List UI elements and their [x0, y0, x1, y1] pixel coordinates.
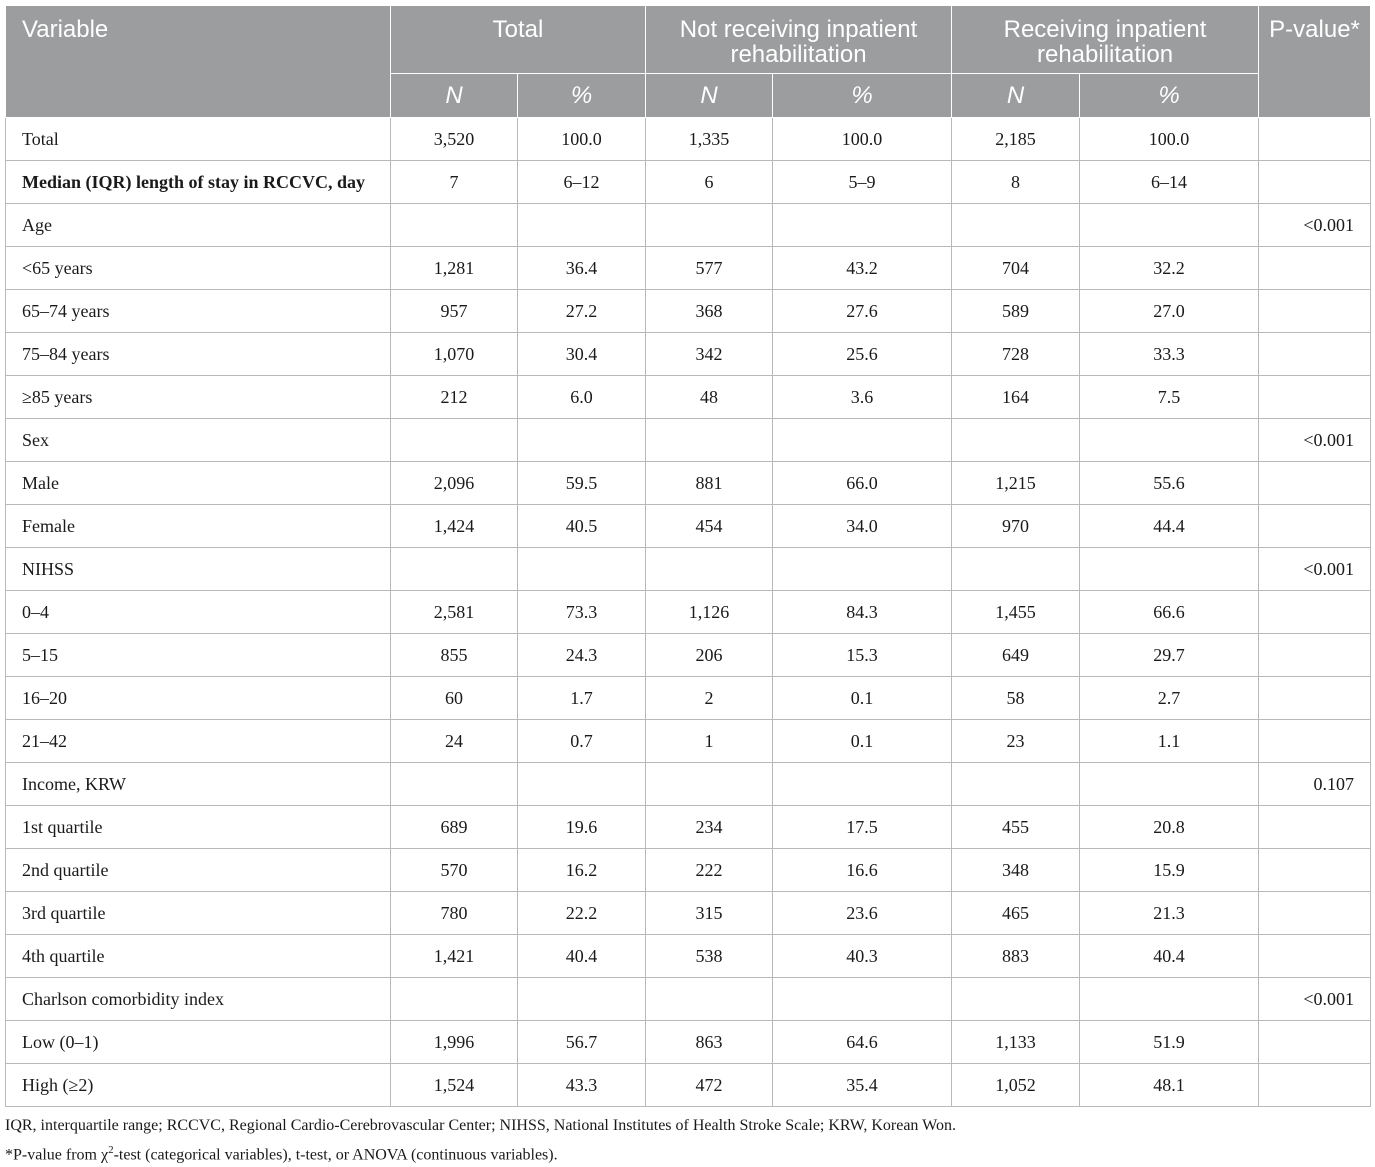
cell-receiving-n	[952, 548, 1080, 591]
cell-not-receiving-n: 315	[646, 892, 773, 935]
cell-receiving-n: 704	[952, 247, 1080, 290]
cell-not-receiving-n: 881	[646, 462, 773, 505]
cell-not-receiving-n	[646, 204, 773, 247]
cell-total-n: 1,070	[391, 333, 518, 376]
row-label: 16–20	[6, 677, 391, 720]
cell-not-receiving-pct: 43.2	[773, 247, 952, 290]
row-label: 4th quartile	[6, 935, 391, 978]
cell-not-receiving-pct: 64.6	[773, 1021, 952, 1064]
table-row	[6, 376, 1371, 419]
header-total-n: N	[391, 74, 518, 118]
cell-pvalue	[1259, 806, 1371, 849]
cell-pvalue	[1259, 247, 1371, 290]
table-container	[5, 5, 1370, 1167]
header-variable: Variable	[6, 6, 391, 118]
footnote-pvalue-text-a: P-value from χ	[13, 1146, 109, 1164]
cell-pvalue	[1259, 1021, 1371, 1064]
data-table	[5, 5, 1371, 1107]
header-receiving-pct: %	[1080, 74, 1259, 118]
footnote-pvalue-mark: *	[5, 1146, 13, 1164]
cell-not-receiving-pct	[773, 978, 952, 1021]
cell-total-pct: 16.2	[518, 849, 646, 892]
cell-receiving-pct: 1.1	[1080, 720, 1259, 763]
table-row	[6, 978, 1371, 1021]
cell-pvalue	[1259, 1064, 1371, 1107]
cell-receiving-n: 2,185	[952, 118, 1080, 161]
cell-not-receiving-n: 2	[646, 677, 773, 720]
table-row	[6, 118, 1371, 161]
cell-total-n: 1,996	[391, 1021, 518, 1064]
header-pvalue: P-value*	[1259, 6, 1371, 118]
cell-pvalue: <0.001	[1259, 419, 1371, 462]
cell-not-receiving-n: 6	[646, 161, 773, 204]
cell-pvalue	[1259, 935, 1371, 978]
cell-not-receiving-pct: 66.0	[773, 462, 952, 505]
cell-pvalue: <0.001	[1259, 978, 1371, 1021]
table-row	[6, 290, 1371, 333]
cell-total-pct: 0.7	[518, 720, 646, 763]
cell-not-receiving-n: 472	[646, 1064, 773, 1107]
cell-total-pct	[518, 419, 646, 462]
cell-total-pct: 36.4	[518, 247, 646, 290]
cell-not-receiving-pct: 16.6	[773, 849, 952, 892]
row-label: 1st quartile	[6, 806, 391, 849]
row-label: Female	[6, 505, 391, 548]
cell-total-n: 3,520	[391, 118, 518, 161]
cell-pvalue	[1259, 290, 1371, 333]
cell-pvalue: <0.001	[1259, 548, 1371, 591]
cell-receiving-n: 348	[952, 849, 1080, 892]
cell-not-receiving-n	[646, 548, 773, 591]
header-receiving: Receiving inpatient rehabilitation	[952, 6, 1259, 74]
cell-total-pct: 19.6	[518, 806, 646, 849]
cell-receiving-pct: 55.6	[1080, 462, 1259, 505]
cell-total-n	[391, 419, 518, 462]
table-row	[6, 462, 1371, 505]
cell-pvalue	[1259, 161, 1371, 204]
cell-receiving-n: 589	[952, 290, 1080, 333]
table-row	[6, 1064, 1371, 1107]
cell-not-receiving-pct: 25.6	[773, 333, 952, 376]
cell-total-n: 212	[391, 376, 518, 419]
cell-total-n: 780	[391, 892, 518, 935]
cell-total-pct: 6.0	[518, 376, 646, 419]
cell-total-pct: 73.3	[518, 591, 646, 634]
cell-not-receiving-n: 863	[646, 1021, 773, 1064]
cell-receiving-pct: 21.3	[1080, 892, 1259, 935]
cell-receiving-pct	[1080, 204, 1259, 247]
cell-total-pct: 1.7	[518, 677, 646, 720]
row-label: ≥85 years	[6, 376, 391, 419]
cell-receiving-pct: 100.0	[1080, 118, 1259, 161]
row-label: Sex	[6, 419, 391, 462]
cell-receiving-pct	[1080, 763, 1259, 806]
cell-not-receiving-pct: 35.4	[773, 1064, 952, 1107]
cell-receiving-pct: 44.4	[1080, 505, 1259, 548]
cell-not-receiving-n: 1,335	[646, 118, 773, 161]
cell-total-n: 855	[391, 634, 518, 677]
row-label: 2nd quartile	[6, 849, 391, 892]
cell-total-pct: 59.5	[518, 462, 646, 505]
cell-pvalue	[1259, 720, 1371, 763]
cell-not-receiving-n: 577	[646, 247, 773, 290]
cell-not-receiving-n: 234	[646, 806, 773, 849]
cell-not-receiving-pct: 34.0	[773, 505, 952, 548]
table-row	[6, 763, 1371, 806]
cell-pvalue	[1259, 118, 1371, 161]
cell-total-n: 2,581	[391, 591, 518, 634]
cell-pvalue	[1259, 462, 1371, 505]
table-row	[6, 548, 1371, 591]
cell-not-receiving-n: 1	[646, 720, 773, 763]
header-total: Total	[391, 6, 646, 74]
cell-not-receiving-n: 538	[646, 935, 773, 978]
header-total-pct: %	[518, 74, 646, 118]
table-row	[6, 935, 1371, 978]
cell-total-pct	[518, 763, 646, 806]
cell-receiving-pct: 2.7	[1080, 677, 1259, 720]
row-label: Charlson comorbidity index	[6, 978, 391, 1021]
cell-pvalue	[1259, 591, 1371, 634]
cell-total-n	[391, 978, 518, 1021]
table-row	[6, 591, 1371, 634]
cell-receiving-n: 465	[952, 892, 1080, 935]
cell-receiving-n	[952, 419, 1080, 462]
cell-pvalue	[1259, 634, 1371, 677]
cell-receiving-pct: 40.4	[1080, 935, 1259, 978]
cell-not-receiving-pct: 100.0	[773, 118, 952, 161]
cell-receiving-pct: 6–14	[1080, 161, 1259, 204]
cell-not-receiving-pct: 0.1	[773, 720, 952, 763]
cell-not-receiving-n: 206	[646, 634, 773, 677]
table-row	[6, 634, 1371, 677]
cell-receiving-pct	[1080, 419, 1259, 462]
table-row	[6, 161, 1371, 204]
cell-receiving-pct: 29.7	[1080, 634, 1259, 677]
cell-receiving-pct: 7.5	[1080, 376, 1259, 419]
table-header	[6, 6, 1371, 118]
cell-pvalue	[1259, 677, 1371, 720]
cell-receiving-pct: 20.8	[1080, 806, 1259, 849]
cell-pvalue: <0.001	[1259, 204, 1371, 247]
cell-total-pct: 30.4	[518, 333, 646, 376]
cell-not-receiving-pct: 5–9	[773, 161, 952, 204]
cell-pvalue	[1259, 892, 1371, 935]
cell-receiving-n: 649	[952, 634, 1080, 677]
cell-not-receiving-pct	[773, 763, 952, 806]
cell-total-n: 60	[391, 677, 518, 720]
cell-not-receiving-pct	[773, 419, 952, 462]
table-row	[6, 333, 1371, 376]
row-label: Total	[6, 118, 391, 161]
cell-pvalue	[1259, 849, 1371, 892]
row-label: Male	[6, 462, 391, 505]
cell-not-receiving-pct: 0.1	[773, 677, 952, 720]
row-label: NIHSS	[6, 548, 391, 591]
header-not-receiving-pct: %	[773, 74, 952, 118]
cell-not-receiving-n: 454	[646, 505, 773, 548]
header-receiving-n: N	[952, 74, 1080, 118]
cell-not-receiving-n: 342	[646, 333, 773, 376]
cell-receiving-n: 58	[952, 677, 1080, 720]
cell-total-n: 1,421	[391, 935, 518, 978]
cell-receiving-pct	[1080, 548, 1259, 591]
cell-total-n: 7	[391, 161, 518, 204]
footnote-pvalue-text-b: -test (categorical variables), t-test, or ANOVA (continuous variables).	[113, 1146, 558, 1164]
table-row	[6, 806, 1371, 849]
footnote-abbreviations: IQR, interquartile range; RCCVC, Regional Cardio-Cerebrovascular Center; NIHSS, National Institutes of Health Stroke Scale; KRW, Korean Won.	[5, 1117, 956, 1134]
cell-not-receiving-pct: 15.3	[773, 634, 952, 677]
cell-not-receiving-n	[646, 763, 773, 806]
cell-total-pct: 43.3	[518, 1064, 646, 1107]
cell-pvalue	[1259, 333, 1371, 376]
cell-total-pct: 56.7	[518, 1021, 646, 1064]
cell-total-n: 24	[391, 720, 518, 763]
cell-total-n	[391, 763, 518, 806]
cell-total-pct	[518, 204, 646, 247]
cell-total-n: 957	[391, 290, 518, 333]
cell-total-n: 1,281	[391, 247, 518, 290]
cell-receiving-pct: 27.0	[1080, 290, 1259, 333]
cell-total-n: 570	[391, 849, 518, 892]
cell-not-receiving-n: 368	[646, 290, 773, 333]
row-label: 65–74 years	[6, 290, 391, 333]
cell-not-receiving-n	[646, 978, 773, 1021]
cell-receiving-n	[952, 763, 1080, 806]
cell-receiving-n: 1,215	[952, 462, 1080, 505]
cell-total-pct: 40.4	[518, 935, 646, 978]
cell-total-n	[391, 548, 518, 591]
row-label: High (≥2)	[6, 1064, 391, 1107]
cell-not-receiving-pct: 84.3	[773, 591, 952, 634]
cell-pvalue: 0.107	[1259, 763, 1371, 806]
cell-not-receiving-pct: 23.6	[773, 892, 952, 935]
cell-total-pct: 27.2	[518, 290, 646, 333]
cell-receiving-n: 1,455	[952, 591, 1080, 634]
cell-receiving-n	[952, 978, 1080, 1021]
row-label: Age	[6, 204, 391, 247]
cell-receiving-n	[952, 204, 1080, 247]
cell-receiving-pct: 33.3	[1080, 333, 1259, 376]
cell-pvalue	[1259, 376, 1371, 419]
cell-total-pct: 6–12	[518, 161, 646, 204]
header-not-receiving: Not receiving inpatient rehabilitation	[646, 6, 952, 74]
row-label: Median (IQR) length of stay in RCCVC, day	[6, 161, 391, 204]
cell-total-n	[391, 204, 518, 247]
table-row	[6, 419, 1371, 462]
cell-receiving-n: 970	[952, 505, 1080, 548]
cell-total-n: 689	[391, 806, 518, 849]
cell-not-receiving-n	[646, 419, 773, 462]
table-row	[6, 505, 1371, 548]
table-footnotes	[5, 1113, 1370, 1167]
cell-receiving-n: 728	[952, 333, 1080, 376]
cell-total-pct: 22.2	[518, 892, 646, 935]
row-label: 75–84 years	[6, 333, 391, 376]
cell-not-receiving-n: 222	[646, 849, 773, 892]
table-body	[6, 118, 1371, 1107]
row-label: 21–42	[6, 720, 391, 763]
row-label: 5–15	[6, 634, 391, 677]
cell-receiving-n: 883	[952, 935, 1080, 978]
row-label: 0–4	[6, 591, 391, 634]
cell-receiving-pct	[1080, 978, 1259, 1021]
cell-receiving-n: 8	[952, 161, 1080, 204]
cell-total-pct: 24.3	[518, 634, 646, 677]
cell-total-n: 1,424	[391, 505, 518, 548]
cell-not-receiving-pct: 3.6	[773, 376, 952, 419]
cell-not-receiving-pct: 17.5	[773, 806, 952, 849]
cell-total-pct: 40.5	[518, 505, 646, 548]
cell-not-receiving-pct: 40.3	[773, 935, 952, 978]
cell-receiving-pct: 66.6	[1080, 591, 1259, 634]
table-row	[6, 204, 1371, 247]
cell-total-pct	[518, 978, 646, 1021]
cell-receiving-pct: 51.9	[1080, 1021, 1259, 1064]
cell-receiving-n: 455	[952, 806, 1080, 849]
table-row	[6, 849, 1371, 892]
cell-total-n: 2,096	[391, 462, 518, 505]
cell-not-receiving-pct	[773, 548, 952, 591]
cell-not-receiving-pct: 27.6	[773, 290, 952, 333]
cell-total-pct: 100.0	[518, 118, 646, 161]
cell-receiving-pct: 15.9	[1080, 849, 1259, 892]
row-label: Low (0–1)	[6, 1021, 391, 1064]
cell-total-pct	[518, 548, 646, 591]
table-row	[6, 1021, 1371, 1064]
table-row	[6, 720, 1371, 763]
table-row	[6, 247, 1371, 290]
cell-receiving-n: 1,052	[952, 1064, 1080, 1107]
cell-not-receiving-n: 1,126	[646, 591, 773, 634]
cell-not-receiving-pct	[773, 204, 952, 247]
cell-not-receiving-n: 48	[646, 376, 773, 419]
cell-receiving-pct: 48.1	[1080, 1064, 1259, 1107]
row-label: <65 years	[6, 247, 391, 290]
table-row	[6, 892, 1371, 935]
table-row	[6, 677, 1371, 720]
header-not-receiving-n: N	[646, 74, 773, 118]
cell-receiving-n: 164	[952, 376, 1080, 419]
cell-receiving-pct: 32.2	[1080, 247, 1259, 290]
footnote-pvalue-superscript: 2	[108, 1144, 114, 1156]
cell-total-n: 1,524	[391, 1064, 518, 1107]
row-label: 3rd quartile	[6, 892, 391, 935]
cell-pvalue	[1259, 505, 1371, 548]
row-label: Income, KRW	[6, 763, 391, 806]
cell-receiving-n: 23	[952, 720, 1080, 763]
cell-receiving-n: 1,133	[952, 1021, 1080, 1064]
